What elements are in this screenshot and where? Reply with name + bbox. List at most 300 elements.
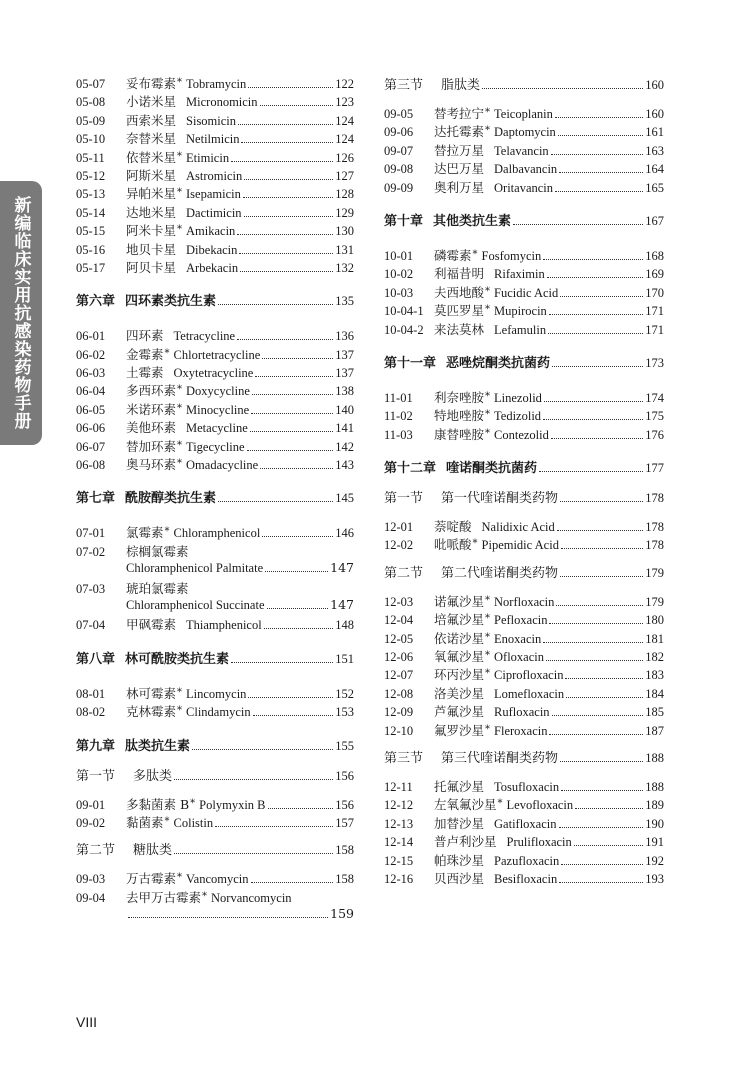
entry-code: 12-15 bbox=[384, 853, 414, 868]
dot-leader bbox=[247, 450, 334, 451]
dot-leader bbox=[575, 808, 643, 809]
entry-code: 08-02 bbox=[76, 705, 106, 720]
page-ref: 190 bbox=[645, 816, 664, 831]
page-ref: 164 bbox=[645, 162, 664, 177]
entry-code: 09-03 bbox=[76, 872, 106, 887]
essential-drug-mark: * bbox=[485, 125, 491, 137]
spacer bbox=[76, 634, 354, 648]
page-ref: 160 bbox=[645, 107, 664, 121]
page-ref: 140 bbox=[335, 402, 354, 417]
entry-code: 08-01 bbox=[76, 686, 106, 701]
toc-entry[interactable] bbox=[76, 684, 354, 702]
toc-entry[interactable] bbox=[76, 326, 354, 344]
entry-english-name: Pipemidic Acid bbox=[481, 538, 559, 553]
toc-entry[interactable] bbox=[76, 363, 354, 381]
entry-code: 12-12 bbox=[384, 798, 414, 813]
page-ref: 153 bbox=[335, 705, 354, 720]
entry-english-name: Vancomycin bbox=[186, 872, 249, 887]
entry-chinese-name: 环丙沙星 bbox=[434, 667, 485, 683]
entry-chinese-name: 磷霉素 bbox=[434, 247, 472, 263]
toc-entry[interactable] bbox=[384, 795, 664, 813]
dot-leader bbox=[551, 438, 643, 439]
entry-chinese-name: 加替沙星 bbox=[434, 815, 485, 831]
page-ref: 123 bbox=[335, 95, 354, 110]
toc-entry[interactable] bbox=[384, 832, 664, 850]
spacer bbox=[76, 721, 354, 735]
entry-english-name: Colistin bbox=[173, 815, 214, 830]
toc-section[interactable] bbox=[76, 765, 354, 787]
essential-drug-mark: * bbox=[485, 650, 491, 662]
chapter-number: 第八章 bbox=[76, 651, 116, 667]
toc-entry[interactable] bbox=[384, 141, 664, 159]
chapter-number: 第十一章 bbox=[384, 355, 437, 371]
entry-english-name: Netilmicin bbox=[186, 132, 240, 147]
entry-code: 06-04 bbox=[76, 384, 106, 399]
entry-english-name: Teicoplanin bbox=[494, 107, 553, 121]
page-ref: 188 bbox=[645, 779, 664, 794]
entry-code: 09-05 bbox=[384, 107, 414, 121]
spacer bbox=[384, 96, 664, 104]
toc-entry[interactable] bbox=[76, 166, 354, 184]
entry-english-name: Astromicin bbox=[186, 168, 243, 183]
dot-leader bbox=[560, 761, 643, 762]
toc-right-column bbox=[384, 74, 664, 887]
essential-drug-mark: * bbox=[177, 402, 183, 414]
entry-english-name: Micronomicin bbox=[186, 95, 258, 110]
entry-chinese-name: 地贝卡星 bbox=[126, 241, 177, 257]
page-ref: 135 bbox=[335, 294, 354, 309]
toc-entry[interactable] bbox=[76, 418, 354, 436]
toc-chapter[interactable] bbox=[76, 648, 354, 670]
entry-code: 05-13 bbox=[76, 187, 106, 202]
dot-leader bbox=[574, 845, 643, 846]
entry-code: 12-14 bbox=[384, 835, 414, 850]
essential-drug-mark: * bbox=[472, 248, 478, 260]
section-title: 第二代喹诺酮类药物 bbox=[441, 565, 559, 581]
toc-section[interactable] bbox=[384, 562, 664, 584]
entry-chinese-name: 贝西沙星 bbox=[434, 870, 485, 886]
entry-code: 12-05 bbox=[384, 631, 414, 646]
essential-drug-mark: * bbox=[202, 890, 208, 902]
page-ref: 176 bbox=[645, 427, 664, 442]
dot-leader bbox=[552, 715, 644, 716]
toc-chapter[interactable] bbox=[384, 210, 664, 232]
dot-leader bbox=[548, 333, 643, 334]
essential-drug-mark: * bbox=[485, 613, 491, 625]
essential-drug-mark: * bbox=[177, 686, 183, 698]
chapter-number: 第十章 bbox=[384, 213, 424, 229]
toc-section[interactable] bbox=[76, 839, 354, 861]
entry-chinese-name: 氟罗沙星 bbox=[434, 722, 485, 738]
toc-entry[interactable] bbox=[76, 523, 354, 541]
entry-code: 10-04-1 bbox=[384, 304, 424, 319]
entry-chinese-name: 黏菌素 bbox=[126, 814, 164, 830]
dot-leader bbox=[557, 530, 643, 531]
dot-leader bbox=[539, 471, 643, 472]
entry-english-name: Mupirocin bbox=[494, 304, 547, 319]
toc-section[interactable] bbox=[384, 74, 664, 96]
toc-entry[interactable] bbox=[76, 203, 354, 221]
toc-entry[interactable] bbox=[384, 283, 664, 301]
entry-english-name: Fleroxacin bbox=[494, 723, 548, 738]
dot-leader bbox=[237, 234, 333, 235]
toc-entry-continuation[interactable] bbox=[76, 597, 354, 615]
entry-english-name: Fosfomycin bbox=[481, 248, 542, 263]
page-ref: 152 bbox=[335, 686, 354, 701]
toc-chapter[interactable] bbox=[384, 457, 664, 479]
toc-entry[interactable] bbox=[76, 888, 354, 906]
toc-entry[interactable] bbox=[76, 92, 354, 110]
section-title: 脂肽类 bbox=[441, 78, 481, 93]
entry-code: 09-02 bbox=[76, 815, 106, 830]
toc-section[interactable] bbox=[384, 747, 664, 769]
dot-leader bbox=[268, 808, 334, 809]
entry-chinese-name: 米诺环素 bbox=[126, 401, 177, 417]
section-title: 第三代喹诺酮类药物 bbox=[441, 750, 559, 766]
entry-english-name: Tobramycin bbox=[186, 77, 247, 91]
entry-chinese-name: 萘啶酸 bbox=[434, 519, 472, 535]
toc-entry[interactable] bbox=[384, 684, 664, 702]
page-ref: 178 bbox=[645, 520, 664, 535]
toc-entry[interactable] bbox=[384, 517, 664, 535]
dot-leader bbox=[556, 605, 643, 606]
dot-leader bbox=[549, 314, 643, 315]
entry-english-name: Tedizolid bbox=[494, 409, 542, 424]
dot-leader bbox=[543, 419, 643, 420]
dot-leader bbox=[561, 790, 643, 791]
dot-leader bbox=[218, 304, 333, 305]
page-ref: 178 bbox=[645, 538, 664, 553]
entry-chinese-name: 替考拉宁 bbox=[434, 106, 485, 121]
entry-english-name: Nalidixic Acid bbox=[481, 520, 555, 535]
entry-chinese-name: 阿贝卡星 bbox=[126, 259, 177, 275]
page-ref: 138 bbox=[335, 384, 354, 399]
entry-english-name: Doxycycline bbox=[186, 384, 250, 399]
page-ref: 130 bbox=[335, 224, 354, 239]
page-ref: 180 bbox=[645, 613, 664, 628]
dot-leader bbox=[252, 394, 333, 395]
entry-english-name: Dibekacin bbox=[186, 242, 238, 257]
dot-leader bbox=[262, 536, 333, 537]
entry-code: 12-08 bbox=[384, 686, 414, 701]
entry-chinese-name: 异帕米星 bbox=[126, 186, 177, 202]
page-ref: 171 bbox=[645, 322, 664, 337]
entry-chinese-name: 来法莫林 bbox=[434, 321, 485, 337]
spacer bbox=[384, 769, 664, 777]
essential-drug-mark: * bbox=[177, 872, 183, 884]
page-ref: 182 bbox=[645, 650, 664, 665]
toc-entry[interactable] bbox=[76, 455, 354, 473]
toc-section[interactable] bbox=[384, 487, 664, 509]
entry-english-name: Amikacin bbox=[186, 224, 236, 239]
page-ref: 131 bbox=[335, 242, 354, 257]
chapter-title: 肽类抗生素 bbox=[125, 738, 191, 754]
page-ref: 179 bbox=[645, 565, 664, 580]
dot-leader bbox=[559, 827, 644, 828]
toc-entry[interactable] bbox=[384, 159, 664, 177]
entry-code: 12-13 bbox=[384, 816, 414, 831]
dot-leader bbox=[513, 224, 643, 225]
toc-chapter[interactable] bbox=[76, 290, 354, 312]
toc-entry[interactable] bbox=[76, 579, 354, 597]
entry-english-name: Fucidic Acid bbox=[494, 285, 559, 300]
dot-leader bbox=[248, 87, 333, 88]
spacer bbox=[384, 338, 664, 352]
entry-chinese-name: 夫西地酸 bbox=[434, 284, 485, 300]
toc-entry[interactable] bbox=[76, 221, 354, 239]
entry-code: 09-09 bbox=[384, 180, 414, 195]
toc-entry[interactable] bbox=[76, 615, 354, 633]
toc-entry[interactable] bbox=[384, 406, 664, 424]
page-number: VIII bbox=[76, 1014, 98, 1030]
chapter-number: 第七章 bbox=[76, 491, 116, 507]
page-ref: 127 bbox=[335, 168, 354, 183]
toc-entry[interactable] bbox=[76, 184, 354, 202]
entry-english-name: Chloramphenicol bbox=[173, 526, 261, 541]
spacer bbox=[76, 670, 354, 684]
entry-chinese-name: 氧氟沙星 bbox=[434, 649, 485, 665]
entry-chinese-name: 洛美沙星 bbox=[434, 685, 485, 701]
entry-english-name: Chloramphenicol Palmitate bbox=[126, 561, 264, 576]
entry-english-name: Ciprofloxacin bbox=[494, 668, 564, 683]
toc-entry[interactable] bbox=[76, 869, 354, 887]
toc-entry[interactable] bbox=[384, 301, 664, 319]
dot-leader bbox=[552, 366, 643, 367]
entry-chinese-name: 利奈唑胺 bbox=[434, 389, 485, 405]
essential-drug-mark: * bbox=[177, 77, 183, 88]
chapter-title: 喹诺酮类抗菌药 bbox=[446, 461, 538, 477]
toc-entry[interactable] bbox=[76, 437, 354, 455]
essential-drug-mark: * bbox=[177, 150, 183, 162]
toc-entry[interactable] bbox=[384, 851, 664, 869]
entry-english-name: Dactimicin bbox=[186, 205, 242, 220]
entry-code: 12-03 bbox=[384, 594, 414, 609]
toc-entry[interactable] bbox=[384, 647, 664, 665]
dot-leader bbox=[559, 172, 643, 173]
entry-english-name: Lefamulin bbox=[494, 322, 547, 337]
spacer bbox=[384, 374, 664, 388]
toc-entry[interactable] bbox=[76, 542, 354, 560]
essential-drug-mark: * bbox=[164, 526, 170, 538]
section-number: 第一节 bbox=[384, 491, 424, 507]
toc-entry[interactable] bbox=[76, 129, 354, 147]
dot-leader bbox=[128, 917, 328, 918]
side-tab-label: 新编临床实用抗感染药物手册 bbox=[10, 196, 31, 430]
page-ref: 165 bbox=[645, 180, 664, 195]
entry-code: 12-16 bbox=[384, 871, 414, 886]
entry-code: 05-10 bbox=[76, 132, 106, 147]
toc-entry[interactable] bbox=[76, 813, 354, 831]
page-ref: 124 bbox=[335, 113, 354, 128]
entry-english-name: Norfloxacin bbox=[494, 594, 555, 609]
dot-leader bbox=[544, 401, 643, 402]
toc-chapter[interactable] bbox=[76, 735, 354, 757]
entry-chinese-name: 芦氟沙星 bbox=[434, 704, 485, 720]
toc-entry[interactable] bbox=[384, 869, 664, 887]
page-ref: 191 bbox=[645, 835, 664, 850]
toc-entry[interactable] bbox=[384, 535, 664, 553]
toc-chapter[interactable] bbox=[76, 487, 354, 509]
entry-code: 05-11 bbox=[76, 150, 105, 165]
spacer bbox=[76, 509, 354, 523]
dot-leader bbox=[549, 623, 643, 624]
dot-leader bbox=[260, 105, 334, 106]
entry-code: 10-03 bbox=[384, 285, 414, 300]
essential-drug-mark: * bbox=[485, 409, 491, 421]
entry-chinese-name: 万古霉素 bbox=[126, 871, 177, 887]
entry-code: 05-15 bbox=[76, 224, 106, 239]
page-ref: 178 bbox=[645, 491, 664, 506]
toc-entry[interactable] bbox=[76, 148, 354, 166]
entry-chinese-name: 培氟沙星 bbox=[434, 612, 485, 628]
page-ref: 136 bbox=[335, 329, 354, 344]
entry-chinese-name: 达巴万星 bbox=[434, 161, 485, 177]
toc-entry[interactable] bbox=[384, 320, 664, 338]
toc-entry[interactable] bbox=[384, 629, 664, 647]
entry-chinese-name: 阿米卡星 bbox=[126, 223, 177, 239]
toc-entry[interactable] bbox=[76, 702, 354, 720]
toc-entry[interactable] bbox=[76, 795, 354, 813]
toc-entry[interactable] bbox=[384, 178, 664, 196]
page-ref: 163 bbox=[645, 143, 664, 158]
page-ref: 147 bbox=[330, 596, 354, 612]
entry-code: 06-08 bbox=[76, 458, 106, 473]
entry-code: 10-04-2 bbox=[384, 322, 424, 337]
side-tab bbox=[0, 181, 42, 445]
page-ref: 142 bbox=[335, 439, 354, 454]
toc-entry[interactable] bbox=[76, 381, 354, 399]
dot-leader bbox=[549, 734, 643, 735]
page-ref: 177 bbox=[645, 461, 664, 476]
entry-english-name: Tigecycline bbox=[186, 439, 245, 454]
dot-leader bbox=[244, 216, 334, 217]
entry-chinese-name: 棕榈氯霉素 bbox=[126, 543, 189, 559]
page-ref: 167 bbox=[645, 213, 664, 228]
page-ref: 192 bbox=[645, 853, 664, 868]
page-ref: 146 bbox=[335, 526, 354, 541]
toc-entry[interactable] bbox=[384, 814, 664, 832]
entry-code: 11-01 bbox=[384, 390, 413, 405]
toc-entry[interactable] bbox=[384, 610, 664, 628]
toc-entry[interactable] bbox=[384, 665, 664, 683]
page-ref: 179 bbox=[645, 594, 664, 609]
toc-entry[interactable] bbox=[76, 400, 354, 418]
dot-leader bbox=[174, 779, 333, 780]
toc-entry[interactable] bbox=[384, 592, 664, 610]
page-ref: 156 bbox=[335, 768, 354, 783]
page-ref: 185 bbox=[645, 705, 664, 720]
entry-code: 12-10 bbox=[384, 723, 414, 738]
dot-leader bbox=[560, 501, 643, 502]
toc-entry[interactable] bbox=[384, 246, 664, 264]
section-title: 第一代喹诺酮类药物 bbox=[441, 491, 559, 507]
entry-english-name: Rifaximin bbox=[494, 267, 545, 282]
essential-drug-mark: * bbox=[485, 107, 491, 118]
toc-entry-continuation[interactable] bbox=[76, 906, 354, 924]
entry-chinese-name: 诺氟沙星 bbox=[434, 593, 485, 609]
entry-english-name: Oritavancin bbox=[494, 180, 554, 195]
entry-english-name: Minocycline bbox=[186, 402, 250, 417]
entry-english-name: Contezolid bbox=[494, 427, 549, 442]
dot-leader bbox=[264, 628, 334, 629]
spacer bbox=[384, 232, 664, 246]
page-ref: 184 bbox=[645, 686, 664, 701]
entry-english-name: Thiamphenicol bbox=[186, 618, 262, 633]
toc-entry[interactable] bbox=[76, 345, 354, 363]
toc-entry[interactable] bbox=[384, 122, 664, 140]
spacer bbox=[76, 312, 354, 326]
essential-drug-mark: * bbox=[472, 538, 478, 550]
entry-code: 12-06 bbox=[384, 650, 414, 665]
section-number: 第一节 bbox=[76, 768, 116, 784]
spacer bbox=[384, 739, 664, 747]
dot-leader bbox=[546, 660, 643, 661]
toc-entry[interactable] bbox=[384, 264, 664, 282]
entry-code: 05-09 bbox=[76, 113, 106, 128]
dot-leader bbox=[215, 826, 333, 827]
toc-chapter[interactable] bbox=[384, 352, 664, 374]
toc-entry[interactable] bbox=[384, 777, 664, 795]
entry-english-name: Chlortetracycline bbox=[173, 347, 261, 362]
toc-entry[interactable] bbox=[384, 721, 664, 739]
entry-code: 07-03 bbox=[76, 581, 106, 596]
essential-drug-mark: * bbox=[177, 224, 183, 236]
entry-code: 05-12 bbox=[76, 168, 106, 183]
toc-entry-continuation[interactable] bbox=[76, 560, 354, 578]
toc-entry[interactable] bbox=[76, 240, 354, 258]
entry-code: 12-04 bbox=[384, 613, 414, 628]
page-ref: 159 bbox=[330, 906, 354, 922]
toc-entry[interactable] bbox=[384, 425, 664, 443]
dot-leader bbox=[218, 501, 333, 502]
essential-drug-mark: * bbox=[485, 285, 491, 297]
entry-english-name: Lincomycin bbox=[186, 686, 247, 701]
entry-english-name: Polymyxin B bbox=[199, 797, 266, 812]
entry-code: 05-17 bbox=[76, 260, 106, 275]
dot-leader bbox=[250, 431, 333, 432]
entry-english-name: Clindamycin bbox=[186, 705, 251, 720]
entry-code: 11-03 bbox=[384, 427, 413, 442]
dot-leader bbox=[251, 413, 333, 414]
toc-entry[interactable] bbox=[76, 258, 354, 276]
toc-entry[interactable] bbox=[76, 111, 354, 129]
toc-entry[interactable] bbox=[384, 388, 664, 406]
entry-english-name: Chloramphenicol Succinate bbox=[126, 597, 265, 612]
spacer bbox=[384, 584, 664, 592]
entry-chinese-name: 普卢利沙星 bbox=[434, 834, 497, 850]
page-ref: 148 bbox=[335, 618, 354, 633]
entry-english-name: Besifloxacin bbox=[494, 871, 558, 886]
entry-english-name: Linezolid bbox=[494, 390, 542, 405]
toc-left-column bbox=[76, 74, 354, 925]
entry-chinese-name: 左氧氟沙星 bbox=[434, 797, 497, 813]
entry-english-name: Norvancomycin bbox=[211, 890, 292, 905]
entry-chinese-name: 达托霉素 bbox=[434, 124, 485, 140]
toc-entry[interactable] bbox=[384, 702, 664, 720]
toc-entry[interactable] bbox=[76, 74, 354, 92]
page-ref: 181 bbox=[645, 631, 664, 646]
toc-entry[interactable] bbox=[384, 104, 664, 122]
entry-english-name: Telavancin bbox=[494, 143, 549, 158]
dot-leader bbox=[243, 197, 333, 198]
page-ref: 155 bbox=[335, 738, 354, 753]
entry-chinese-name: 康替唑胺 bbox=[434, 426, 485, 442]
dot-leader bbox=[231, 662, 333, 663]
entry-english-name: Tosufloxacin bbox=[494, 779, 560, 794]
page-ref: 173 bbox=[645, 355, 664, 370]
entry-code: 06-07 bbox=[76, 439, 106, 454]
essential-drug-mark: * bbox=[485, 427, 491, 439]
